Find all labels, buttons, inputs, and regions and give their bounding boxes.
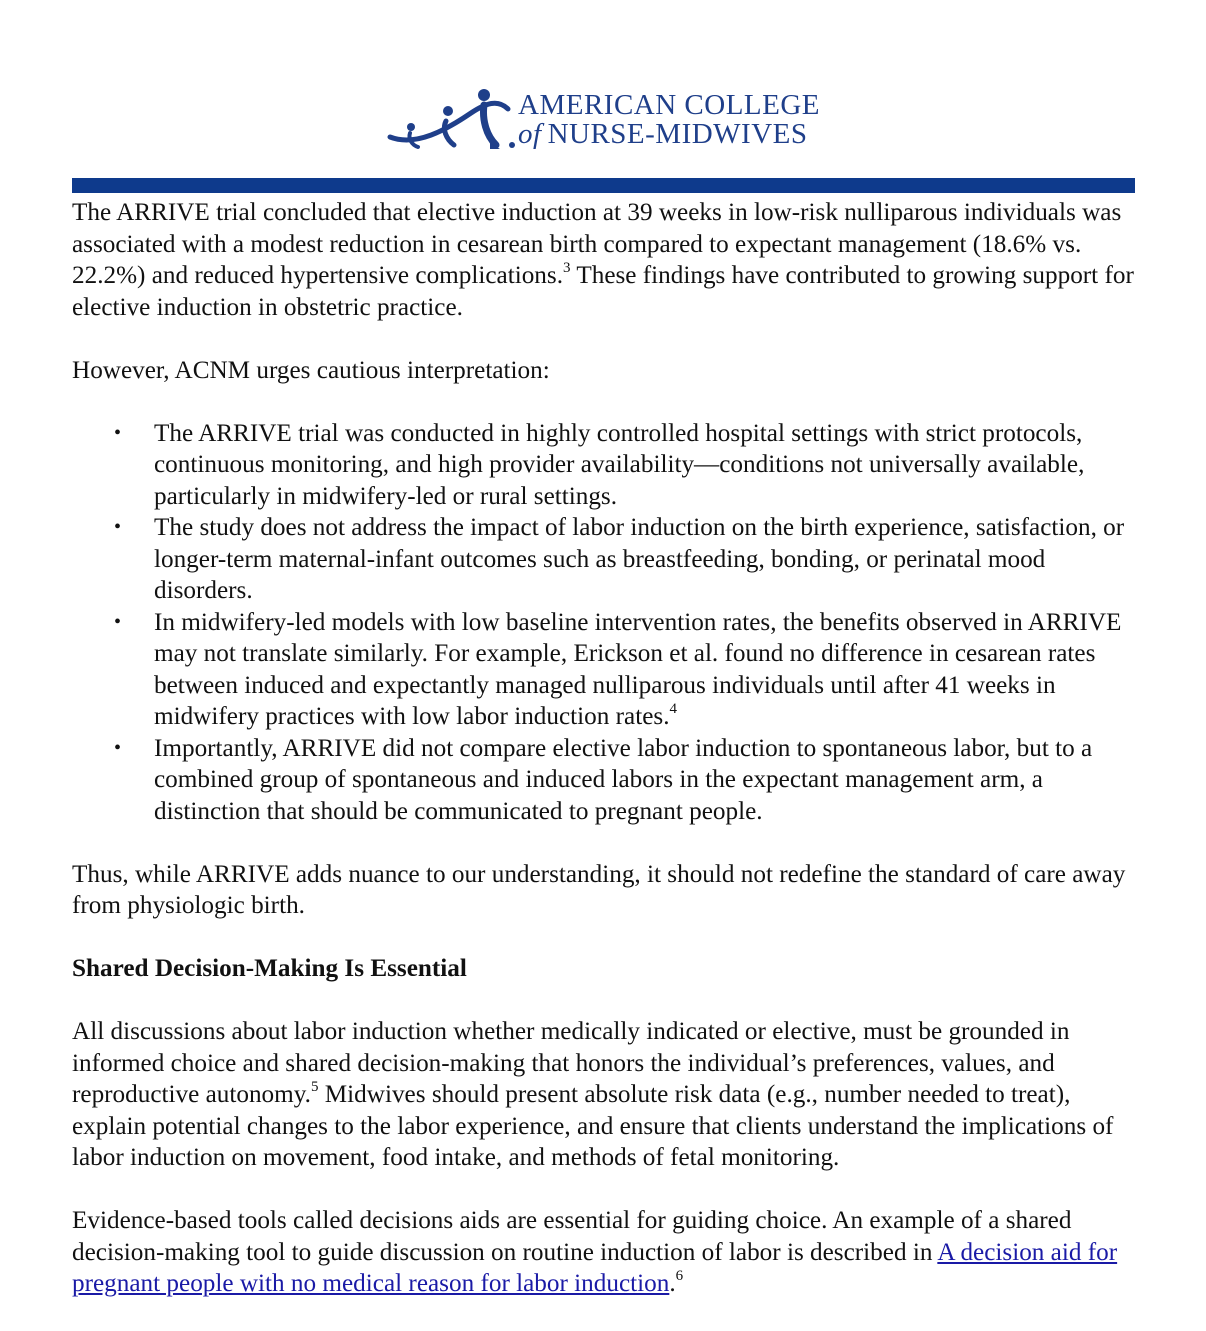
acnm-figures-logo-icon	[386, 85, 516, 155]
list-item-text: The study does not address the impact of labor induction on the birth experience, satisfaction, or longer-term maternal-infant outcomes such as breastfeeding, bonding, or perinatal mood disorders.	[154, 514, 1125, 604]
paragraph-text: The ARRIVE trial concluded that elective induction at 39 weeks in low-risk nulliparous individuals was associated with a modest reduction in cesarean birth compared to expectant management (18.6% vs. 22.2%) and reduced hypertensive complications.	[72, 199, 1122, 289]
paragraph-cautious-interpretation: However, ACNM urges cautious interpretation:	[72, 356, 550, 384]
document-body	[72, 197, 1147, 1331]
header-divider-bar	[72, 178, 1135, 193]
logo-line-american-college: AMERICAN COLLEGE	[518, 89, 821, 121]
paragraph-text: All discussions about labor induction whether medically indicated or elective, must be grounded in informed choice and shared decision-making that honors the individual’s preferences, values, and reproductive autonomy.	[72, 1018, 1070, 1108]
paragraph-text: Evidence-based tools called decisions aids are essential for guiding choice. An example of a shared decision-making tool to guide discussion on routine induction of labor is described in	[72, 1207, 1072, 1266]
decision-aid-link[interactable]: A decision aid for pregnant people with no medical reason for labor induction	[72, 1238, 1118, 1297]
paragraph-text: .	[669, 1270, 676, 1297]
paragraph-conclusion: Thus, while ARRIVE adds nuance to our understanding, it should not redefine the standard of care away from physiologic birth.	[72, 860, 1126, 919]
reference-5: 5	[310, 1078, 319, 1095]
section-heading-shared-decision-making: Shared Decision-Making Is Essential	[72, 955, 467, 982]
logo-nurse-midwives: NURSE-MIDWIVES	[547, 118, 808, 150]
reference-6: 6	[675, 1267, 684, 1284]
paragraph-arrive-summary	[72, 197, 1147, 323]
caution-bullet-list	[72, 418, 1147, 828]
list-item	[114, 512, 1147, 607]
list-item	[114, 607, 1147, 733]
list-item	[114, 733, 1147, 828]
logo-of: of	[518, 118, 542, 150]
paragraph-text: Midwives should present absolute risk data (e.g., number needed to treat), explain potential changes to the labor experience, and ensure that clients understand the implications of labor induction on movement, food intake, and methods of fetal monitoring.	[72, 1081, 1114, 1171]
reference-4: 4	[669, 700, 677, 717]
bullet-icon: •	[114, 421, 122, 444]
list-item-text: Importantly, ARRIVE did not compare elective labor induction to spontaneous labor, but to a combined group of spontaneous and induced labors in the expectant management arm, a distinction that should be communicated to pregnant people.	[154, 734, 1093, 825]
logo-line-nurse-midwives	[518, 120, 820, 149]
paragraph-text: These findings have contributed to growing support for elective induction in obstetric practice.	[72, 262, 1134, 321]
list-item-text: The ARRIVE trial was conducted in highly controlled hospital settings with strict protocols, continuous monitoring, and high provider availability—conditions not universally available, particularly in midwifery-led or rural settings.	[154, 419, 1085, 510]
bullet-icon: •	[114, 736, 122, 759]
paragraph-decision-aids	[72, 1205, 1147, 1300]
acnm-logo	[386, 84, 846, 156]
acnm-wordmark	[518, 91, 820, 149]
bullet-icon: •	[114, 610, 122, 633]
paragraph-informed-choice	[72, 1016, 1147, 1174]
list-item-text: In midwifery-led models with low baseline intervention rates, the benefits observed in ARRIVE may not translate similarly. For example, Erickson et al. found no difference in cesarean rates between induced and expectantly managed nulliparous individuals until after 41 weeks in midwifery practices with low labor induction rates.	[154, 608, 1122, 730]
list-item	[114, 418, 1147, 513]
reference-3: 3	[563, 259, 571, 276]
bullet-icon: •	[114, 516, 122, 538]
